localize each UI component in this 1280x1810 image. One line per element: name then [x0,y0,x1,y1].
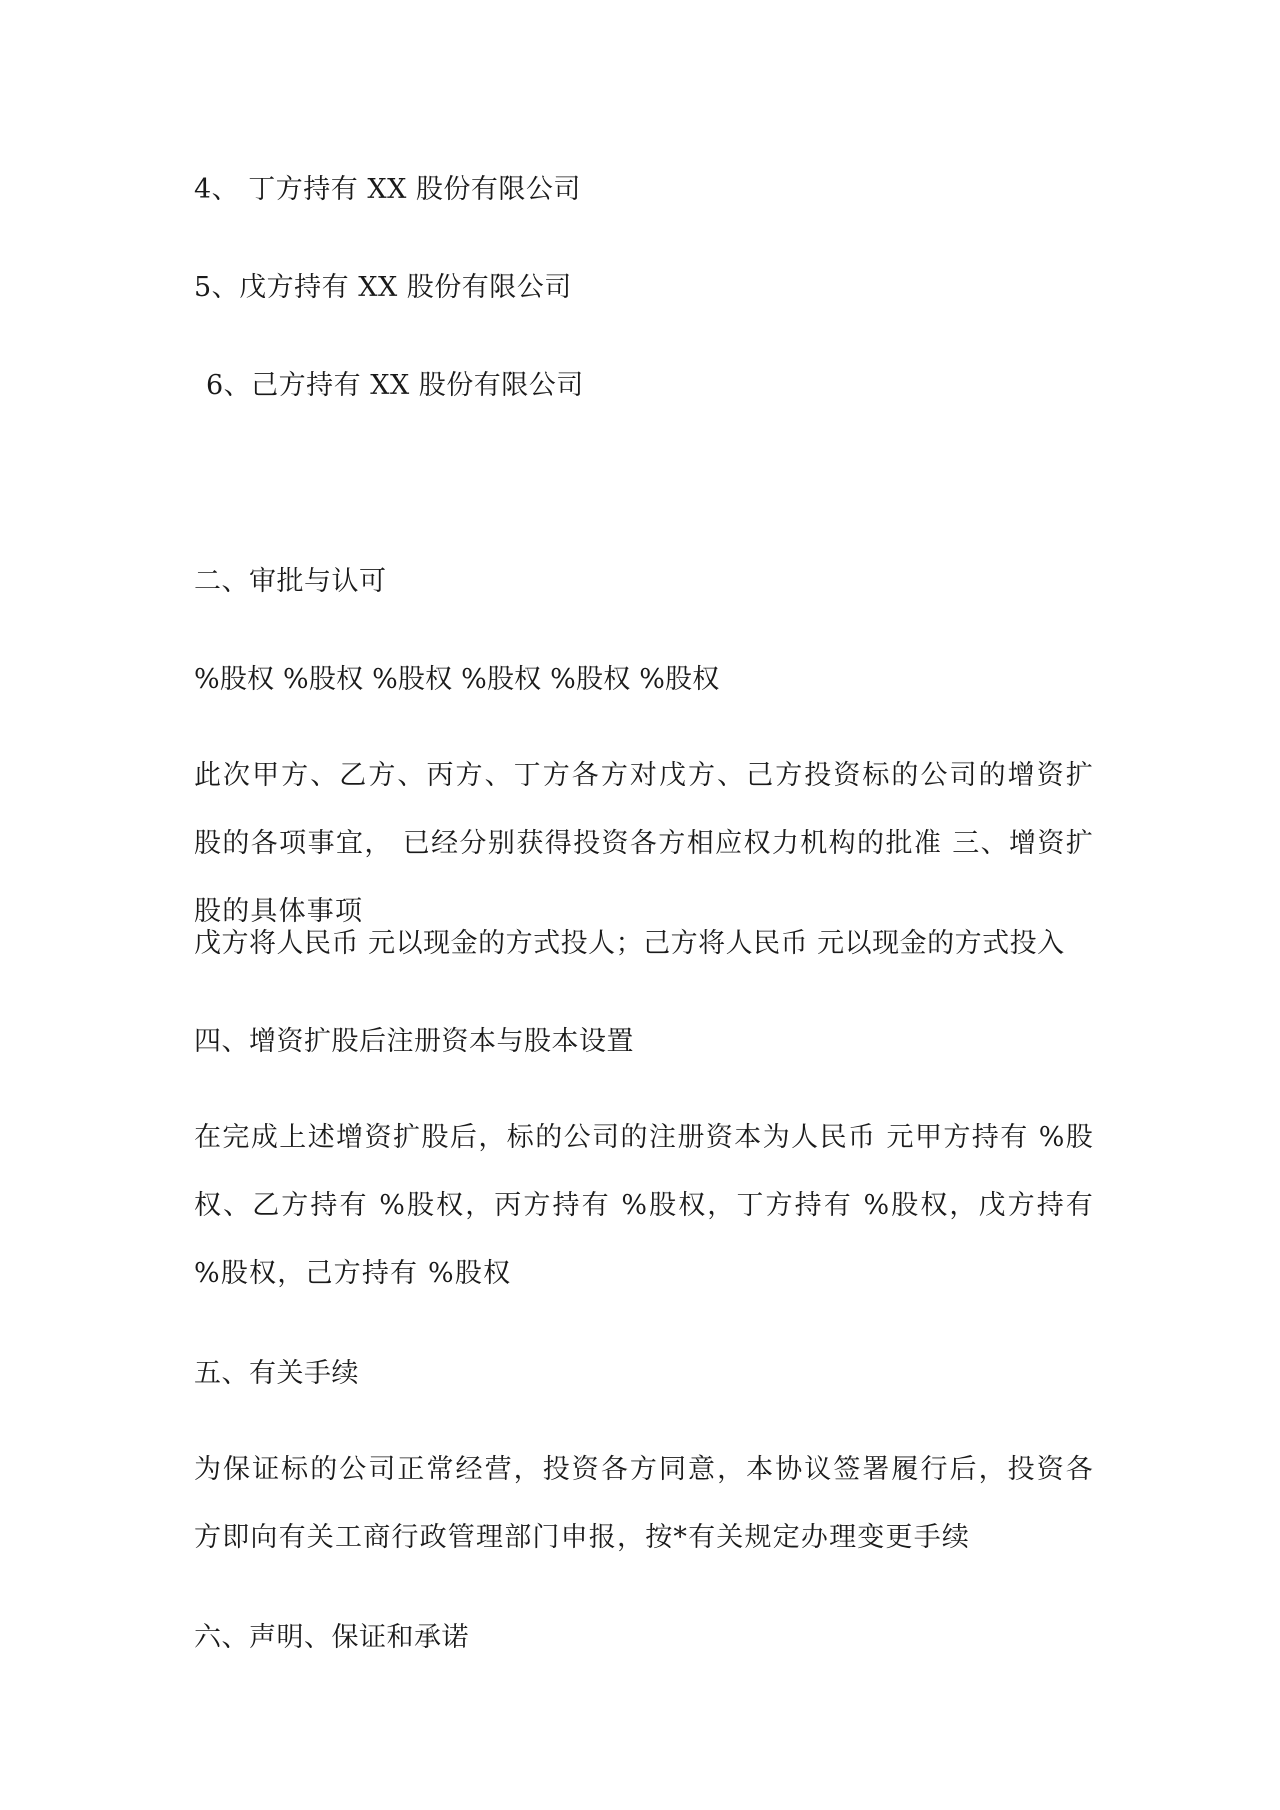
holder-item-6: 6、己方持有 XX 股份有限公司 [206,370,584,401]
holder-item-4: 4、 丁方持有 XX 股份有限公司 [194,174,581,205]
section-5-body: 为保证标的公司正常经营，投资各方同意，本协议签署履行后，投资各方即向有关工商行政管理部门申报，按*有关规定办理变更手续 [194,1454,1094,1553]
section-4-body: 在完成上述增资扩股后，标的公司的注册资本为人民币 元甲方持有 %股权、乙方持有 %股权，丙方持有 %股权，丁方持有 %股权，戊方持有 %股权，己方持有 %股权 [194,1122,1094,1289]
section-6-heading: 六、声明、保证和承诺 [194,1622,469,1653]
section-3-body: 戊方将人民币 元以现金的方式投人；己方将人民币 元以现金的方式投入 [194,928,1065,959]
section-2-heading: 二、审批与认可 [194,566,387,597]
equity-percentages-line: %股权 %股权 %股权 %股权 %股权 %股权 [194,664,720,695]
section-2-body: 此次甲方、乙方、丙方、丁方各方对戊方、己方投资标的公司的增资扩股的各项事宜， 已经分别获得投资各方相应权力机构的批准 三、增资扩股的具体事项 [194,760,1094,927]
section-4-heading: 四、增资扩股后注册资本与股本设置 [194,1026,634,1057]
holder-item-5: 5、戊方持有 XX 股份有限公司 [194,272,572,303]
section-5-heading: 五、有关手续 [194,1358,359,1389]
